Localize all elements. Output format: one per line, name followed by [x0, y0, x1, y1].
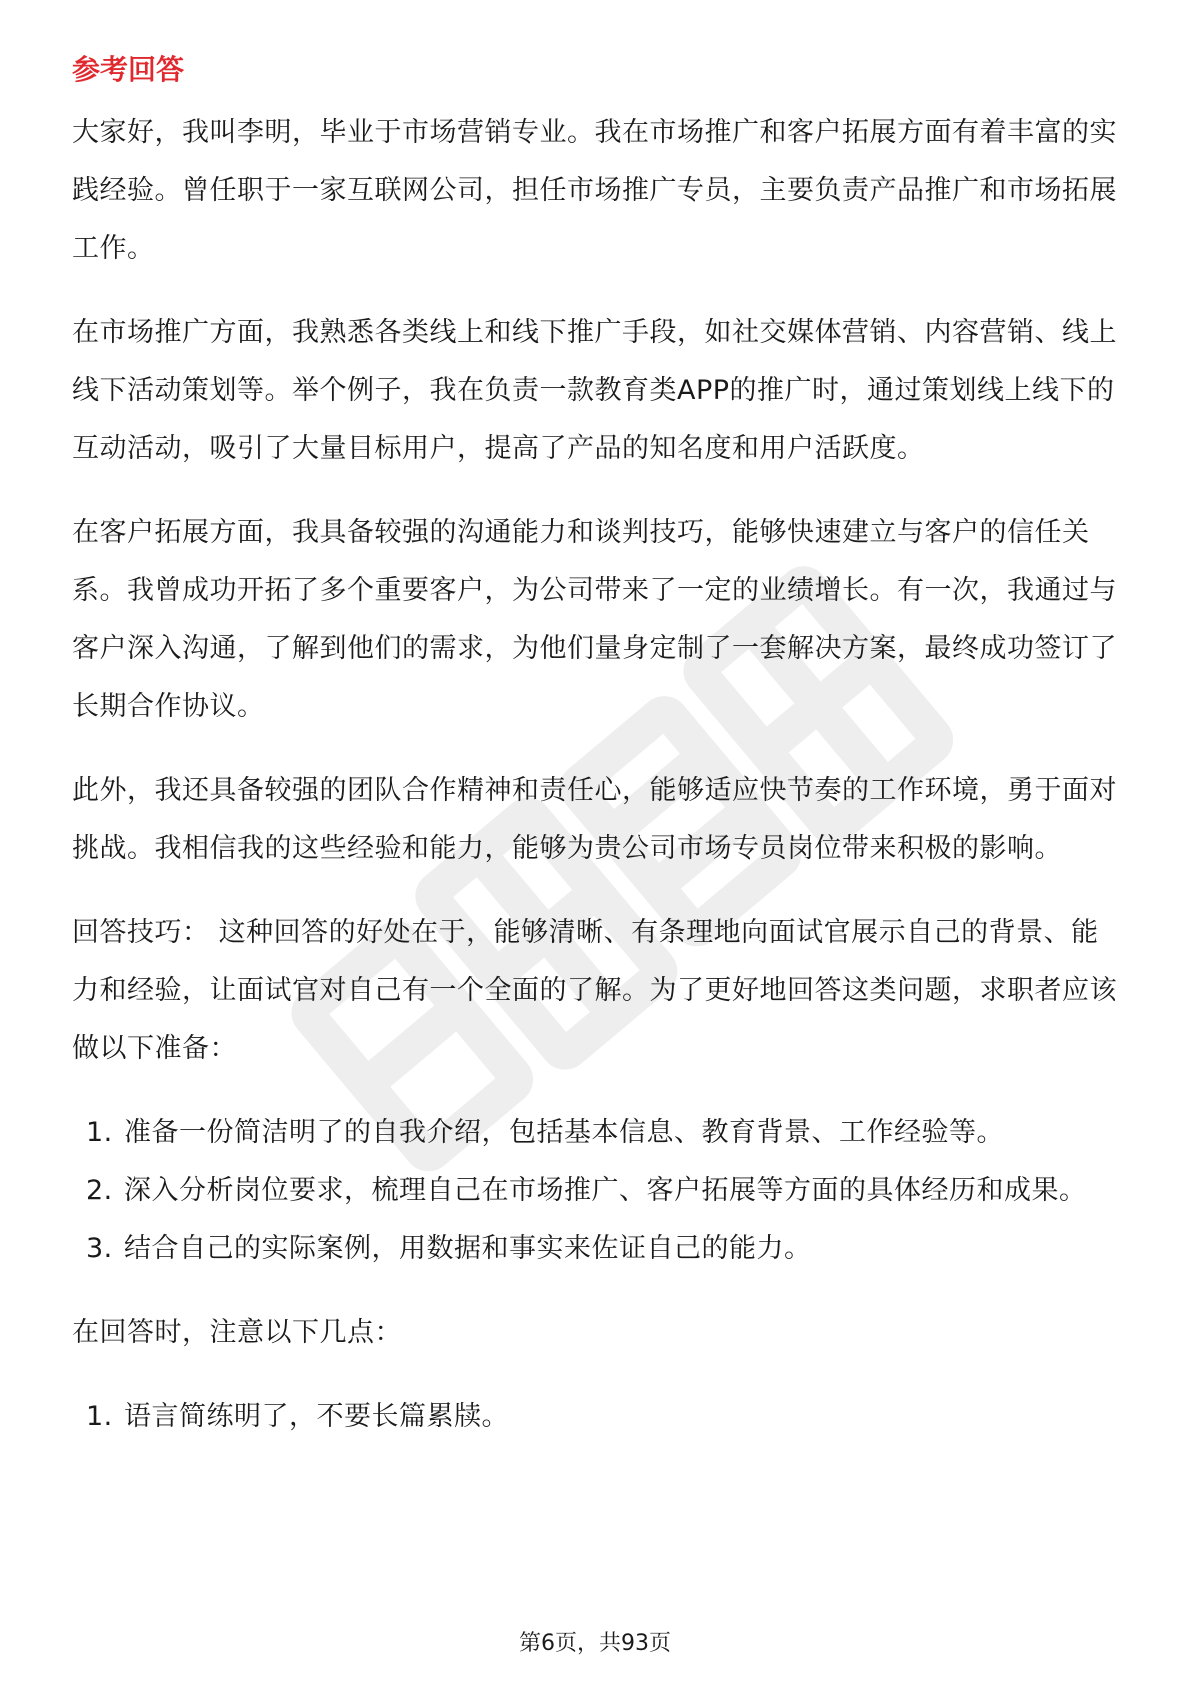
paragraph-marketing: 在市场推广方面，我熟悉各类线上和线下推广手段，如社交媒体营销、内容营销、线上线下活动策划等。举个例子，我在负责一款教育类APP的推广时，通过策划线上线下的互动活动，吸引了大量目标用户，提高了产品的知名度和用户活跃度。 [72, 317, 1117, 464]
page-footer: 第6页，共93页 [519, 1631, 671, 1656]
paragraph-tips: 回答技巧： 这种回答的好处在于，能够清晰、有条理地向面试官展示自己的背景、能力和经验，让面试官对自己有一个全面的了解。为了更好地回答这类问题，求职者应该做以下准备： [72, 917, 1117, 1064]
list-number: 1. [86, 1401, 113, 1432]
list-item [72, 1220, 1118, 1278]
list-item [72, 1388, 1118, 1446]
list-number: 1. [86, 1117, 113, 1148]
list-number: 3. [86, 1233, 113, 1264]
list-item [72, 1104, 1118, 1162]
notes-list [72, 1388, 1118, 1446]
list-text: 语言简练明了，不要长篇累牍。 [124, 1401, 509, 1432]
main-content [72, 40, 1118, 1472]
section-heading: 参考回答 [72, 53, 185, 86]
list-item [72, 1162, 1118, 1220]
paragraph-teamwork: 此外，我还具备较强的团队合作精神和责任心，能够适应快节奏的工作环境，勇于面对挑战。我相信我的这些经验和能力，能够为贵公司市场专员岗位带来积极的影响。 [72, 775, 1117, 864]
list-text: 深入分析岗位要求，梳理自己在市场推广、客户拓展等方面的具体经历和成果。 [124, 1175, 1087, 1206]
list-number: 2. [86, 1175, 113, 1206]
preparation-list [72, 1104, 1118, 1278]
list-text: 准备一份简洁明了的自我介绍，包括基本信息、教育背景、工作经验等。 [124, 1117, 1004, 1148]
paragraph-intro: 大家好，我叫李明，毕业于市场营销专业。我在市场推广和客户拓展方面有着丰富的实践经验。曾任职于一家互联网公司，担任市场推广专员，主要负责产品推广和市场拓展工作。 [72, 117, 1117, 264]
list-text: 结合自己的实际案例，用数据和事实来佐证自己的能力。 [124, 1233, 812, 1264]
notes-intro: 在回答时，注意以下几点： [72, 1317, 402, 1348]
paragraph-clients: 在客户拓展方面，我具备较强的沟通能力和谈判技巧，能够快速建立与客户的信任关系。我曾成功开拓了多个重要客户，为公司带来了一定的业绩增长。有一次，我通过与客户深入沟通，了解到他们的需求，为他们量身定制了一套解决方案，最终成功签订了长期合作协议。 [72, 517, 1117, 722]
